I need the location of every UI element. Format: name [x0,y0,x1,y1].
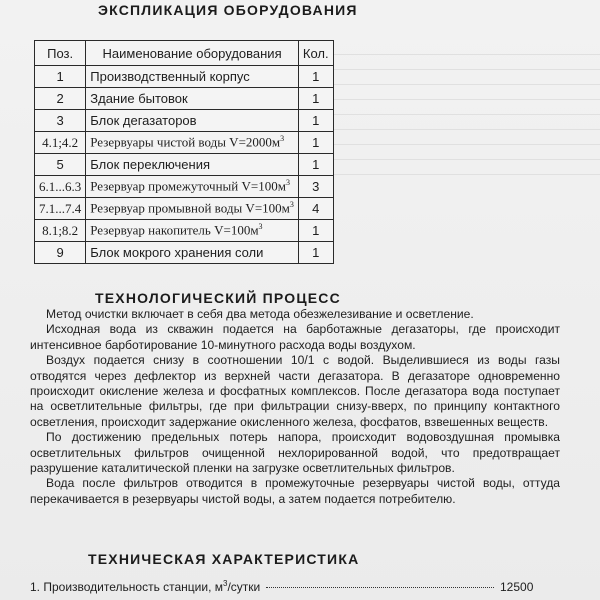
table-row [35,176,334,198]
table-row [35,132,334,154]
cube-superscript: 3 [289,200,294,210]
row-name: Здание бытовок [86,88,299,110]
tech-characteristics-list [30,579,570,595]
spec-unit-superscript: 3 [223,579,228,588]
column-header-pos: Поз. [35,41,86,66]
column-header-qty: Кол. [298,41,333,66]
table-row [35,242,334,264]
row-pos: 4.1;4.2 [35,132,86,154]
row-name [86,176,299,198]
row-pos: 5 [35,154,86,176]
table-row [35,154,334,176]
row-qty: 1 [298,88,333,110]
row-pos: 7.1...7.4 [35,198,86,220]
spec-label [30,579,260,594]
bleed-through-text [330,22,600,322]
table-row [35,88,334,110]
spec-label-tail: /сутки [227,580,261,594]
tech-characteristics-title: ТЕХНИЧЕСКАЯ ХАРАКТЕРИСТИКА [88,551,360,567]
row-qty: 1 [298,110,333,132]
equipment-table [34,40,334,264]
process-paragraph: Вода после фильтров отводится в промежуточные резервуары чистой воды, оттуда перекачивается в резервуары чистой воды, а затем подается потребителю. [30,476,560,506]
row-name-text: Резервуар промывной воды V=100м [90,200,290,216]
spec-row [30,579,570,595]
row-pos: 8.1;8.2 [35,220,86,242]
table-row [35,198,334,220]
cube-superscript: 3 [280,134,285,144]
row-qty: 1 [298,154,333,176]
row-name-text: Резервуар промежуточный V=100м [90,178,286,194]
row-name: Производственный корпус [86,66,299,88]
row-name: Блок переключения [86,154,299,176]
row-name [86,198,299,220]
row-qty: 1 [298,220,333,242]
row-pos: 6.1...6.3 [35,176,86,198]
row-name: Блок мокрого хранения соли [86,242,299,264]
row-qty: 3 [298,176,333,198]
row-name-text: Резервуары чистой воды V=2000м [90,134,281,150]
row-name [86,132,299,154]
row-qty: 1 [298,242,333,264]
row-pos: 9 [35,242,86,264]
row-qty: 1 [298,132,333,154]
cube-superscript: 3 [258,222,263,232]
row-name [86,220,299,242]
row-pos: 2 [35,88,86,110]
table-row [35,110,334,132]
cube-superscript: 3 [285,178,290,188]
dotted-leader [266,587,494,588]
row-pos: 1 [35,66,86,88]
row-name-text: Резервуар накопитель V=100м [90,222,259,238]
bleed-through-heading [340,22,600,40]
table-header-row [35,41,334,66]
process-paragraph: Исходная вода из скважин подается на барботажные дегазаторы, где происходит интенсивное барботирование 10-минутного расхода воды воздухом. [30,322,560,352]
equipment-explication-title: ЭКСПЛИКАЦИЯ ОБОРУДОВАНИЯ [98,2,358,18]
table-row [35,220,334,242]
spec-label-text: 1. Производительность станции, м [30,580,224,594]
row-name: Блок дегазаторов [86,110,299,132]
process-paragraph: Метод очистки включает в себя два метода обезжелезивание и осветление. [46,307,474,321]
process-paragraph: Воздух подается снизу в соотношении 10/1 с водой. Выделившиеся из воды газы отводятся через дефлектор из верхней части дегазатора. В дегазаторе одновременно происходит окисление железа и фосфатных комплексов. После дегазатора вода поступает на осветлительные фильтры, где при фильтрации снизу-вверх, по принципу контактного осветления, происходит задержание окисленного железа, фосфатов, взвешенных веществ. [30,353,560,429]
table-row [35,66,334,88]
row-qty: 1 [298,66,333,88]
process-description [30,307,560,507]
process-section-title: ТЕХНОЛОГИЧЕСКИЙ ПРОЦЕСС [95,290,341,306]
row-qty: 4 [298,198,333,220]
process-paragraph: По достижению предельных потерь напора, происходит водовоздушная промывка осветлительных фильтров очищенной нехлорированной водой, что предотвращает разрушение каталитической пленки на загрузке осветлительных фильтров. [30,430,560,476]
column-header-name: Наименование оборудования [86,41,299,66]
spec-value: 12500 [500,580,534,594]
row-pos: 3 [35,110,86,132]
